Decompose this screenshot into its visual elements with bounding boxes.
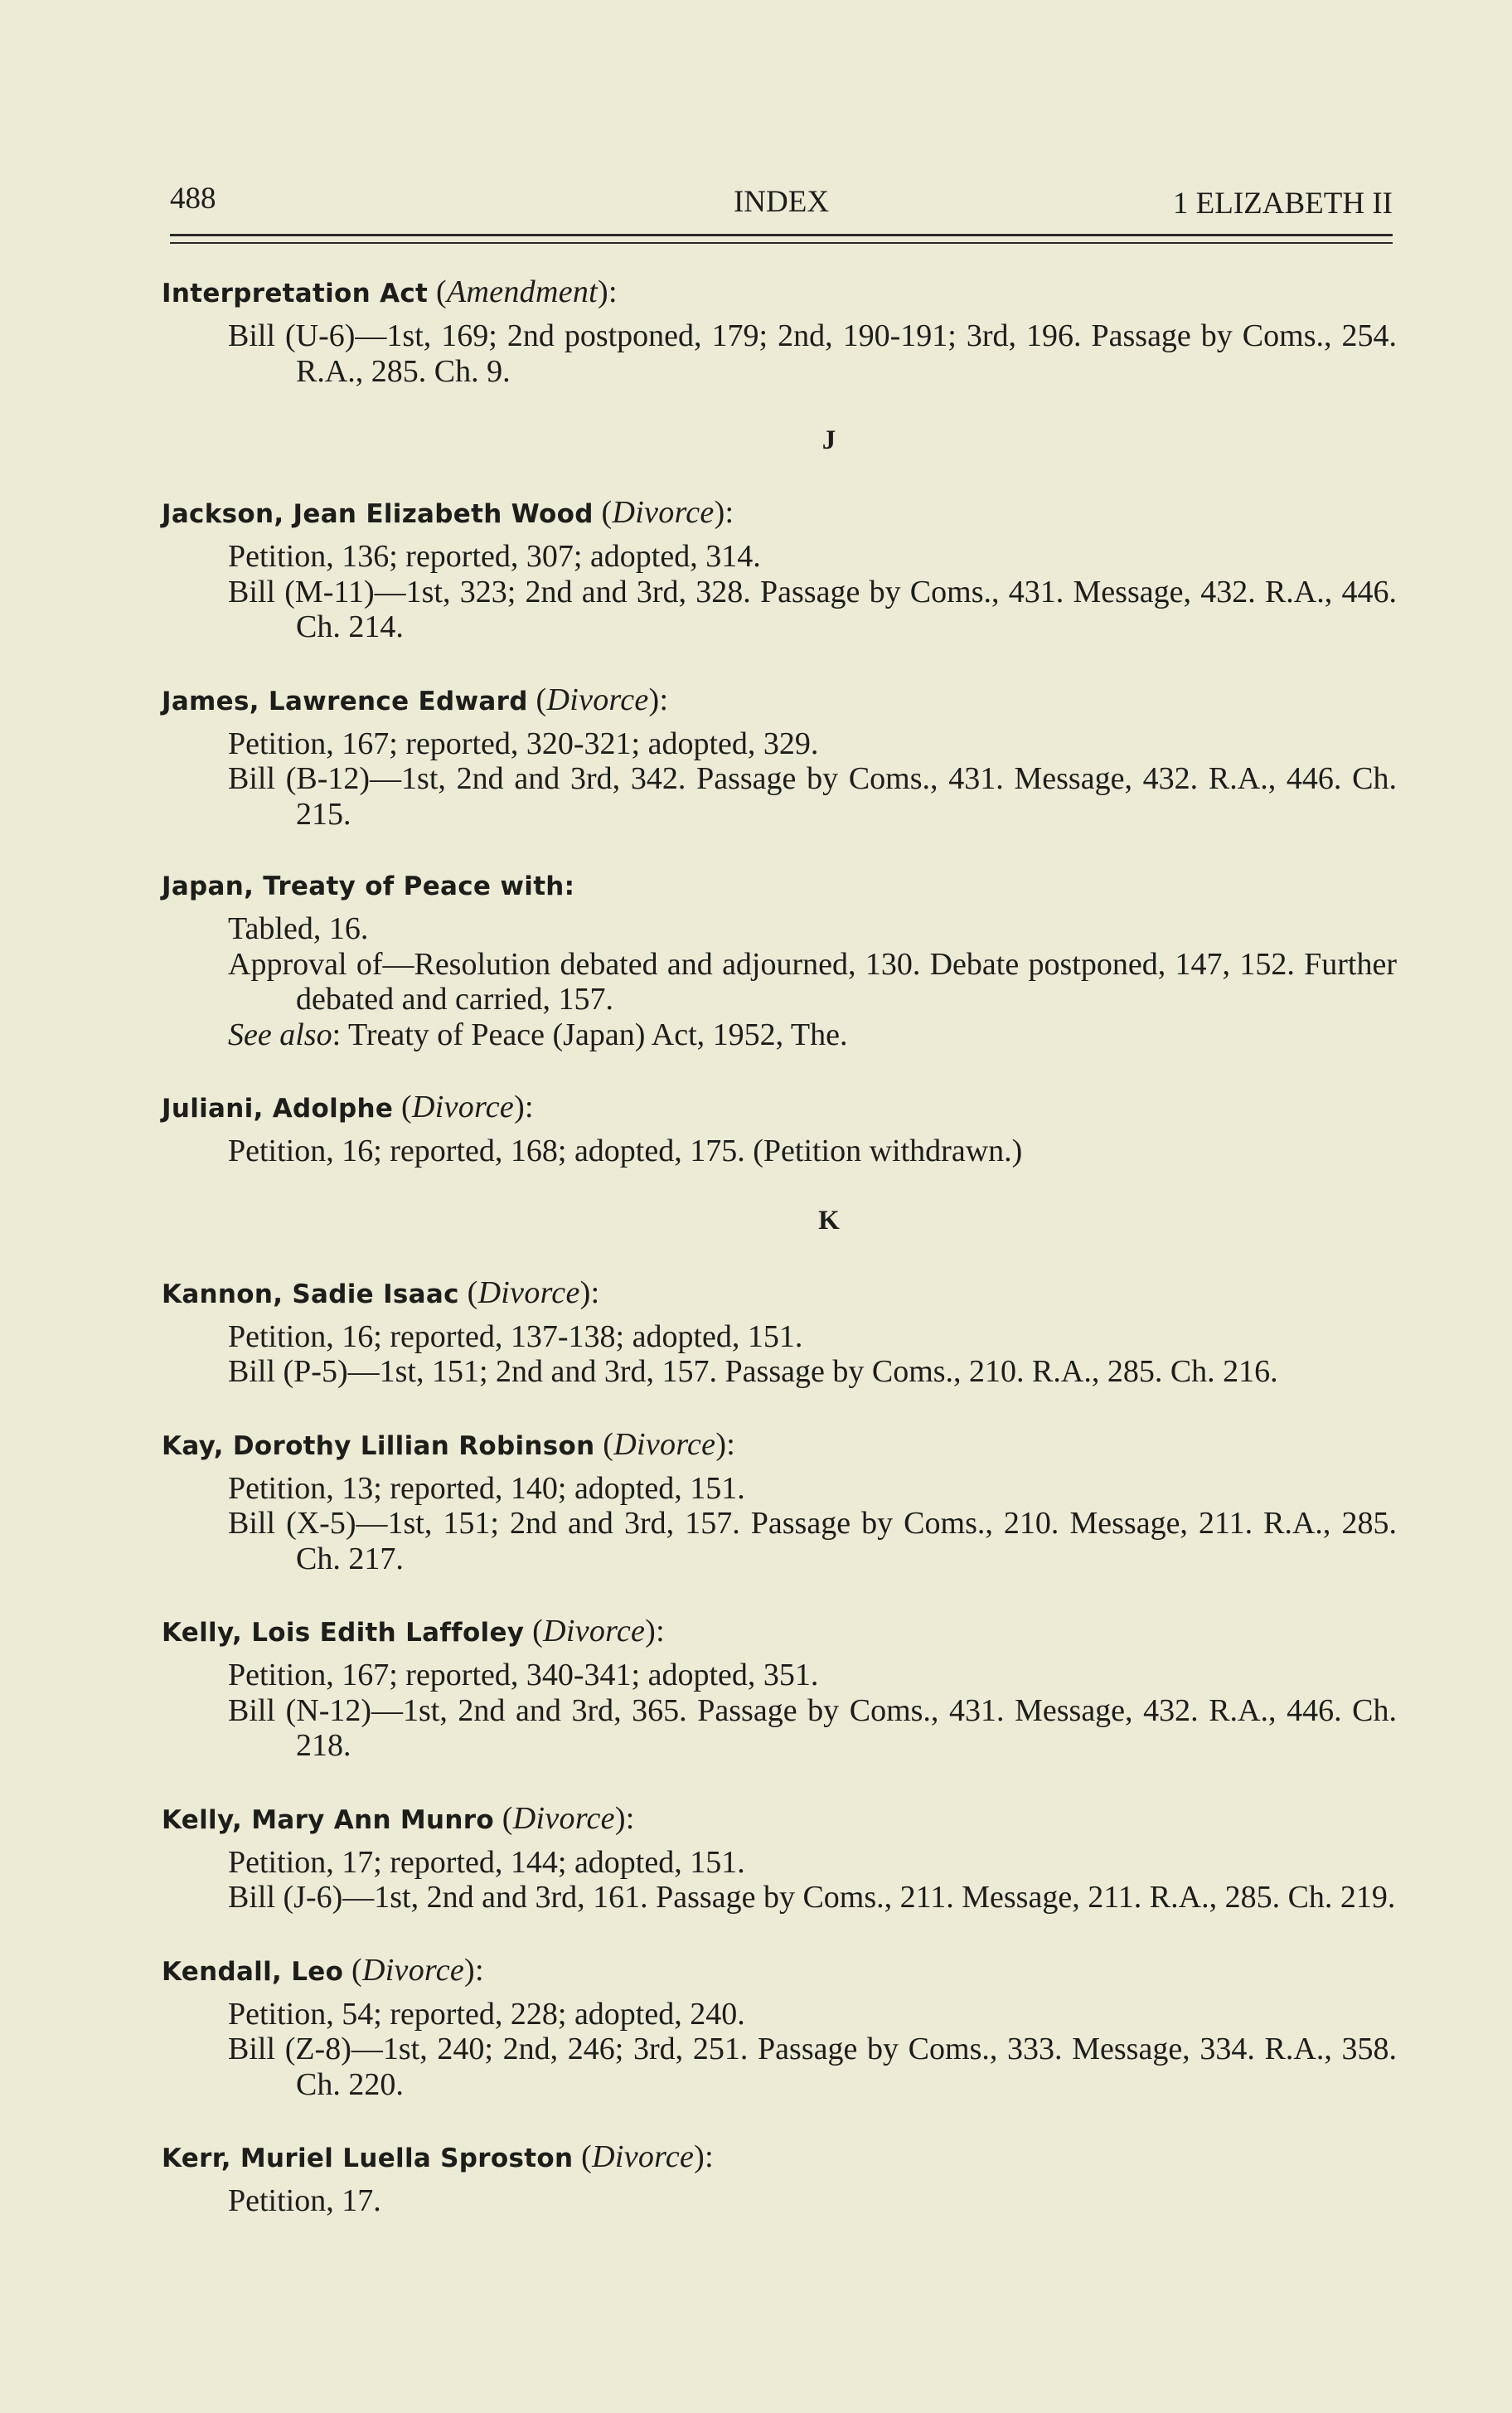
entry-line: Bill (Z-8)—1st, 240; 2nd, 246; 3rd, 251. Passage by Coms., 333. Message, 334. R.A., 358. Ch. 220. [228, 2032, 1397, 2102]
entry-line: Bill (U-6)—1st, 169; 2nd postponed, 179; 2nd, 190-191; 3rd, 196. Passage by Coms., 254. R.A., 285. Ch. 9. [228, 318, 1397, 389]
index-entry [162, 1426, 1397, 1577]
entry-qualifier: (Divorce): [458, 1274, 600, 1310]
index-content [162, 274, 1397, 2255]
entry-name: Kay, Dorothy Lillian Robinson [162, 1430, 595, 1461]
entry-qualifier: (Divorce): [343, 1952, 484, 1988]
entry-line: Tabled, 16. [228, 911, 369, 946]
page-number: 488 [170, 182, 216, 216]
entry-heading [162, 1613, 1397, 1651]
entry-heading [162, 1952, 1397, 1990]
entry-heading [162, 1800, 1397, 1838]
entry-name: James, Lawrence Edward [162, 686, 528, 716]
index-entry [162, 1274, 1397, 1390]
index-entry [162, 682, 1397, 833]
entry-line: Petition, 54; reported, 228; adopted, 240. [228, 1996, 745, 2032]
running-header [170, 181, 1393, 222]
index-entry [162, 1613, 1397, 1764]
index-entry [162, 274, 1397, 389]
entry-heading [162, 682, 1397, 720]
entry-line: Bill (B-12)—1st, 2nd and 3rd, 342. Passage by Coms., 431. Message, 432. R.A., 446. Ch. 215. [228, 761, 1397, 832]
entry-line: Petition, 17. [228, 2183, 381, 2218]
entry-line: Petition, 17; reported, 144; adopted, 151. [228, 1844, 745, 1880]
entry-qualifier: (Amendment): [428, 274, 618, 309]
entry-name: Kerr, Muriel Luella Sproston [162, 2144, 574, 2173]
entry-name: Kendall, Leo [162, 1956, 344, 1987]
entry-line: Petition, 167; reported, 320-321; adopted, 329. [228, 726, 819, 761]
entry-line: Petition, 16; reported, 137-138; adopted, 151. [228, 1318, 803, 1354]
index-entry [162, 868, 1397, 1052]
index-entry [162, 2139, 1397, 2219]
entry-qualifier: (Divorce): [524, 1614, 665, 1648]
header-rule-thin [170, 242, 1393, 244]
section-letter: J [821, 425, 836, 455]
entry-line: Approval of—Resolution debated and adjourned, 130. Debate postponed, 147, 152. Further debated and carried, 157. [228, 946, 1397, 1017]
index-entry [162, 1800, 1397, 1915]
section-letter: K [818, 1205, 840, 1236]
entry-qualifier: (Divorce): [573, 2139, 714, 2174]
entry-line: See also: Treaty of Peace (Japan) Act, 1952, The. [228, 1017, 848, 1052]
entry-name: Kannon, Sadie Isaac [162, 1279, 459, 1309]
entry-heading [162, 494, 1397, 532]
entry-name: Japan, Treaty of Peace with: [162, 871, 575, 901]
entry-heading [162, 1089, 1397, 1127]
entry-line: Bill (J-6)—1st, 2nd and 3rd, 161. Passage by Coms., 211. Message, 211. R.A., 285. Ch. 219. [228, 1880, 1396, 1915]
entry-line: Bill (M-11)—1st, 323; 2nd and 3rd, 328. Passage by Coms., 431. Message, 432. R.A., 446. Ch. 214. [228, 574, 1397, 644]
entry-heading [162, 1274, 1397, 1313]
entry-qualifier: (Divorce): [493, 1800, 635, 1836]
entry-name: Interpretation Act [162, 279, 429, 308]
index-entry [162, 1952, 1397, 2103]
entry-line: Bill (P-5)—1st, 151; 2nd and 3rd, 157. Passage by Coms., 210. R.A., 285. Ch. 216. [228, 1354, 1278, 1389]
entry-heading [162, 1426, 1397, 1464]
entry-line: Bill (N-12)—1st, 2nd and 3rd, 365. Passage by Coms., 431. Message, 432. R.A., 446. Ch. 218. [228, 1692, 1397, 1763]
entry-heading [162, 274, 1397, 312]
header-rule-thick [170, 234, 1393, 236]
entry-qualifier: (Divorce): [594, 1426, 736, 1462]
entry-line: Petition, 167; reported, 340-341; adopted, 351. [228, 1658, 819, 1692]
entry-line: Petition, 13; reported, 140; adopted, 151. [228, 1470, 745, 1506]
entry-name: Jackson, Jean Elizabeth Wood [162, 499, 594, 529]
entry-line: Petition, 136; reported, 307; adopted, 314. [228, 539, 761, 574]
entry-heading [162, 2139, 1397, 2177]
entry-name: Juliani, Adolphe [162, 1094, 394, 1124]
entry-name: Kelly, Mary Ann Munro [162, 1804, 494, 1835]
index-entry [162, 1089, 1397, 1169]
entry-qualifier: (Divorce): [393, 1090, 534, 1124]
entry-qualifier: (Divorce): [527, 682, 669, 717]
index-entry [162, 494, 1397, 645]
entry-heading [162, 868, 1397, 905]
entry-name: Kelly, Lois Edith Laffoley [162, 1618, 525, 1648]
entry-line: Bill (X-5)—1st, 151; 2nd and 3rd, 157. Passage by Coms., 210. Message, 211. R.A., 285. Ch. 217. [228, 1506, 1397, 1576]
entry-line: Petition, 16; reported, 168; adopted, 175. (Petition withdrawn.) [228, 1134, 1023, 1168]
header-title: INDEX [733, 185, 830, 219]
header-volume: 1 ELIZABETH II [1172, 187, 1393, 221]
entry-qualifier: (Divorce): [593, 495, 734, 530]
